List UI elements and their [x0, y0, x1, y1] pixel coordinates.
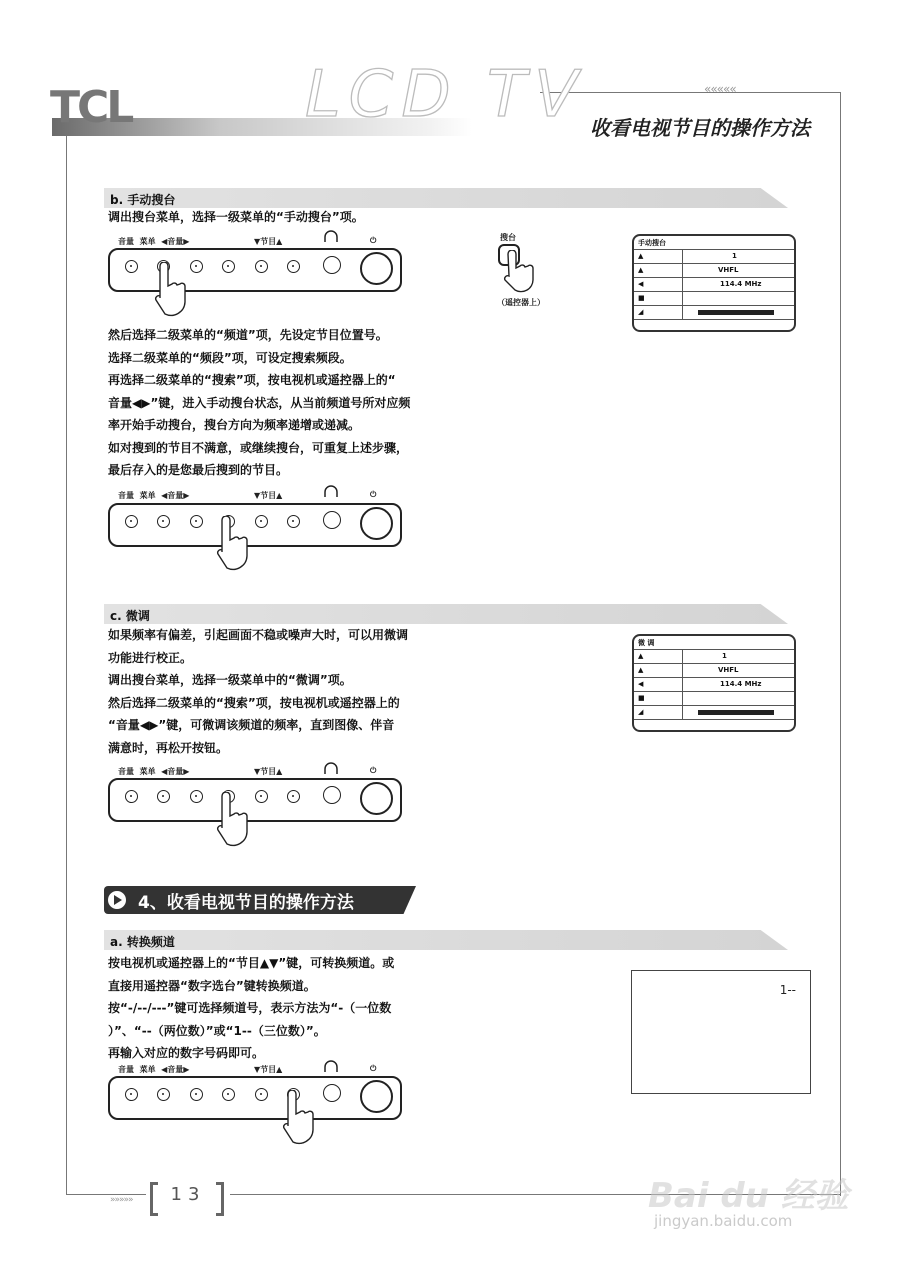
power-icon: ⏻ — [370, 490, 377, 499]
volume-button[interactable] — [125, 790, 138, 803]
menu-row-icon: ■ — [638, 294, 645, 302]
power-icon: ⏻ — [370, 1064, 377, 1073]
control-panel — [108, 503, 402, 547]
hand-pointer-icon — [214, 516, 250, 572]
section-bar — [104, 188, 788, 208]
panel-labels: ▼节目▲ — [254, 767, 283, 776]
section-c-label: c. 微调 — [110, 609, 150, 623]
volume-left-button[interactable] — [190, 1088, 203, 1101]
arrow-right-icon — [106, 889, 128, 911]
power-button[interactable] — [360, 782, 393, 815]
headphone-icon — [323, 485, 339, 499]
program-down-button[interactable] — [255, 790, 268, 803]
section-b-intro: 调出搜台菜单，选择一级菜单的“手动搜台”项。 — [108, 210, 364, 224]
power-icon: ⏻ — [370, 236, 377, 245]
frequency-value: 114.4 MHz — [720, 280, 762, 288]
channel-display-screen — [631, 970, 811, 1094]
watermark-url: jingyan.baidu.com — [654, 1212, 793, 1230]
page-title: 收看电视节目的操作方法 — [590, 116, 810, 140]
channel-value: 1 — [732, 252, 737, 260]
control-panel — [108, 1076, 402, 1120]
volume-button[interactable] — [125, 515, 138, 528]
remote-caption: （遥控器上） — [497, 298, 545, 307]
panel-labels: 音量 菜单 ◀音量▶ — [118, 767, 190, 776]
band-value: VHFL — [718, 666, 739, 674]
menu-row-icon: ▲ — [638, 266, 644, 274]
volume-right-button[interactable] — [222, 1088, 235, 1101]
panel-labels: ▼节目▲ — [254, 1065, 283, 1074]
hand-pointer-icon — [152, 262, 188, 318]
volume-left-button[interactable] — [190, 515, 203, 528]
menu-row-icon: ▲ — [638, 652, 644, 660]
volume-button[interactable] — [125, 1088, 138, 1101]
channel-value: 1 — [722, 652, 727, 660]
menu-header: 手动搜台 — [638, 239, 666, 247]
channel-number-display: 1-- — [779, 983, 796, 997]
product-title: LCD TV — [305, 58, 586, 132]
section-c-body: 如果频率有偏差，引起画面不稳或噪声大时，可以用微调 功能进行校正。 调出搜台菜单，选择一级菜单中的“微调”项。 然后选择二级菜单的“搜索”项，按电视机或遥控器上的 “音量◀▶”键，可微调该频道的频率，直到图像、伴音 满意时，再松开按钮。 — [108, 628, 409, 755]
power-button[interactable] — [360, 507, 393, 540]
headphone-jack — [323, 786, 341, 804]
headphone-jack — [323, 256, 341, 274]
menu-button[interactable] — [157, 790, 170, 803]
menu-button[interactable] — [157, 1088, 170, 1101]
frame-left-line — [66, 132, 67, 1194]
program-down-button[interactable] — [255, 1088, 268, 1101]
menu-row-icon: ■ — [638, 694, 645, 702]
hand-pointer-icon — [280, 1090, 316, 1146]
frequency-value: 114.4 MHz — [720, 680, 762, 688]
headphone-icon — [323, 230, 339, 244]
remote-button-label: 搜台 — [500, 233, 516, 242]
power-icon: ⏻ — [370, 766, 377, 775]
frame-right-line — [840, 92, 841, 1196]
program-up-button[interactable] — [287, 515, 300, 528]
power-button[interactable] — [360, 1080, 393, 1113]
tv-menu-screen — [632, 634, 796, 732]
chapter-heading: 4、收看电视节目的操作方法 — [138, 893, 354, 913]
menu-row-icon: ◢ — [638, 708, 644, 716]
headphone-icon — [323, 1060, 339, 1074]
watermark-logo: Bai du 经验 — [648, 1176, 849, 1216]
menu-row-icon: ◀ — [638, 280, 644, 288]
menu-header: 微 调 — [638, 639, 655, 647]
control-panel — [108, 778, 402, 822]
section-a-label: a. 转换频道 — [110, 935, 175, 949]
chevron-decoration-icon: ««««« — [704, 82, 736, 96]
volume-right-button[interactable] — [222, 260, 235, 273]
search-progress-bar — [698, 310, 774, 315]
headphone-jack — [323, 1084, 341, 1102]
headphone-icon — [323, 762, 339, 776]
band-value: VHFL — [718, 266, 739, 274]
panel-labels: ▼节目▲ — [254, 237, 283, 246]
tv-menu-screen — [632, 234, 796, 332]
fine-tune-bar — [698, 710, 774, 715]
hand-pointer-icon — [214, 792, 250, 848]
menu-row-icon: ▲ — [638, 666, 644, 674]
program-up-button[interactable] — [287, 260, 300, 273]
menu-row-icon: ▲ — [638, 252, 644, 260]
section-bar — [104, 604, 788, 624]
chevron-decoration-icon: »»»»» — [110, 1195, 133, 1205]
panel-labels: 音量 菜单 ◀音量▶ — [118, 491, 190, 500]
brand-logo: TCL — [50, 82, 132, 133]
menu-button[interactable] — [157, 515, 170, 528]
frame-bottom-line — [66, 1194, 146, 1195]
volume-button[interactable] — [125, 260, 138, 273]
section-bar — [104, 930, 788, 950]
headphone-jack — [323, 511, 341, 529]
panel-labels: 音量 菜单 ◀音量▶ — [118, 1065, 190, 1074]
program-down-button[interactable] — [255, 515, 268, 528]
volume-left-button[interactable] — [190, 260, 203, 273]
volume-left-button[interactable] — [190, 790, 203, 803]
panel-labels: ▼节目▲ — [254, 491, 283, 500]
hand-pointer-icon — [502, 250, 542, 294]
section-b-label: b. 手动搜台 — [110, 193, 176, 207]
page-number: 13 — [170, 1184, 206, 1205]
panel-labels: 音量 菜单 ◀音量▶ — [118, 237, 190, 246]
section-b-body: 然后选择二级菜单的“频道”项，先设定节目位置号。 选择二级菜单的“频段”项，可设定搜索频段。 再选择二级菜单的“搜索”项，按电视机或遥控器上的“ 音量◀▶”键，进入手动搜台状态，从当前频道号所对应频 率开始手动搜台，搜台方向为频率递增或递减。 如对搜到的节目不满意，或继续搜台，可重复上述步骤， 最后存入的是您最后搜到的节目。 — [108, 328, 411, 477]
power-button[interactable] — [360, 252, 393, 285]
program-down-button[interactable] — [255, 260, 268, 273]
program-up-button[interactable] — [287, 790, 300, 803]
menu-row-icon: ◀ — [638, 680, 644, 688]
menu-row-icon: ◢ — [638, 308, 644, 316]
section-a-body: 按电视机或遥控器上的“节目▲▼”键，可转换频道。或 直接用遥控器“数字选台”键转换频道。 按“-/--/---”键可选择频道号，表示方法为“-（一位数 ）”、“--（两位数）”或“1--（三位数）”。 再输入对应的数字号码即可。 — [108, 956, 395, 1060]
